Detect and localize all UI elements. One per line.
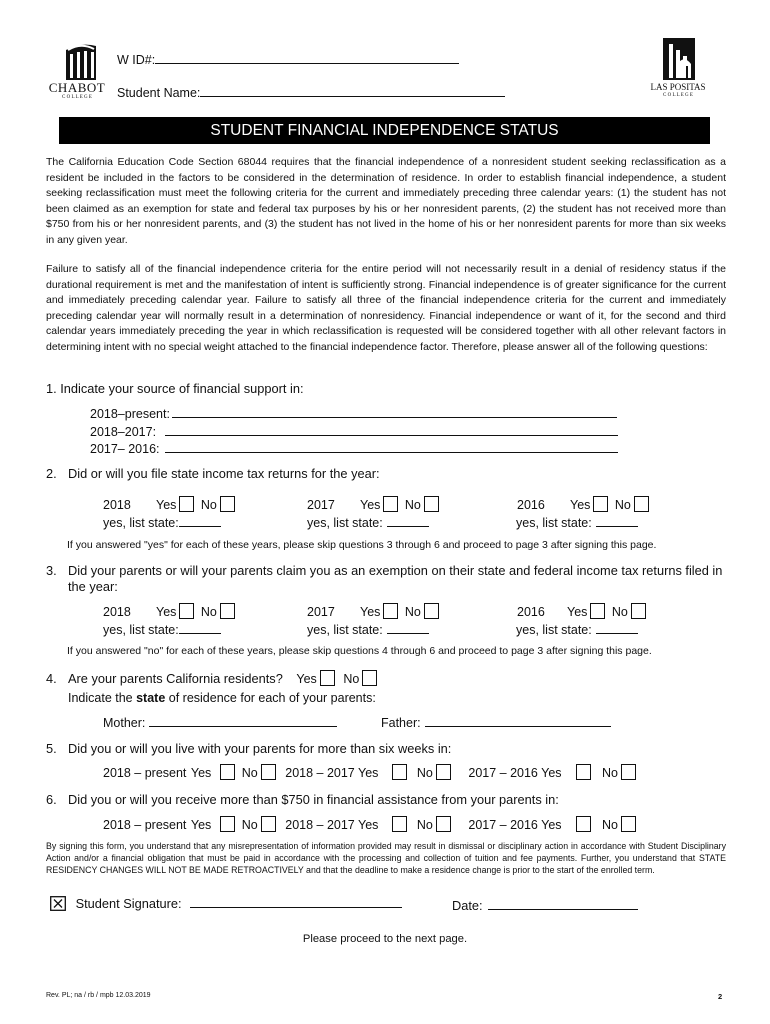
intro-paragraph-1: The California Education Code Section 68044 requires that the financial independence of a nonresident student seeking reclassification as a resident be included in the factors to be considered in the determination of residence. In order to establish financial independence, a student seeking reclassification must meet the following criteria for the current and immediately preceding three calendar years: (1) the student has not been claimed as an exemption for state and federal tax purposes by his or her nonresident parents, (2) the student has not received more than $750 from his or her nonresident parents, and (3) the student has not lived in the home of his or her nonresident parents for more than six weeks in any given year.: [46, 156, 726, 246]
no-label: No: [416, 766, 433, 780]
period-label: 2017 – 2016: [468, 766, 538, 780]
yes-checkbox[interactable]: [590, 603, 605, 619]
q1-row-input[interactable]: [165, 424, 618, 436]
yes-checkbox[interactable]: [320, 670, 335, 686]
no-checkbox[interactable]: [424, 603, 439, 619]
list-state-label: yes, list state:: [307, 623, 383, 637]
q2-number: 2.: [46, 466, 57, 481]
q3-list-state-2018: [103, 622, 221, 637]
no-label: No: [611, 605, 628, 619]
no-checkbox[interactable]: [621, 764, 636, 780]
list-state-label: yes, list state:: [516, 516, 592, 530]
yes-label: Yes: [567, 605, 588, 619]
year-label: 2018: [103, 498, 131, 512]
yes-checkbox[interactable]: [179, 496, 194, 512]
yes-label: Yes: [541, 818, 562, 832]
yes-label: Yes: [190, 818, 212, 832]
q5-label: Did you or will you live with your parents for more than six weeks in: [68, 741, 448, 756]
year-label: 2017: [307, 605, 335, 619]
period-label: 2018 – present: [103, 818, 187, 832]
wid-input[interactable]: [155, 52, 459, 64]
q3-year-2016: [517, 603, 646, 619]
no-checkbox[interactable]: [634, 496, 649, 512]
no-label: No: [200, 498, 217, 512]
q4-number: 4.: [46, 671, 57, 686]
signature-input[interactable]: [190, 896, 402, 908]
q6-answers: [103, 816, 636, 832]
mother-label: Mother:: [103, 716, 146, 730]
q2-year-2018: [103, 496, 235, 512]
no-checkbox[interactable]: [261, 816, 276, 832]
year-label: 2016: [517, 498, 545, 512]
checkbox-x-icon: [50, 896, 66, 914]
no-checkbox[interactable]: [220, 496, 235, 512]
chabot-logo-text: CHABOT: [48, 80, 106, 95]
no-label: No: [416, 818, 433, 832]
no-label: No: [404, 605, 421, 619]
yes-checkbox[interactable]: [383, 603, 398, 619]
q1-row: [90, 406, 617, 421]
q4-indicate-bold: state: [136, 691, 166, 705]
page-title: STUDENT FINANCIAL INDEPENDENCE STATUS: [59, 117, 710, 144]
q1-row: [90, 424, 618, 439]
student-name-input[interactable]: [200, 85, 505, 97]
q4-question: [46, 670, 377, 686]
yes-checkbox[interactable]: [220, 764, 235, 780]
wid-field: [117, 52, 459, 67]
father-label: Father:: [381, 716, 421, 730]
no-label: No: [343, 672, 360, 686]
q2-year-2016: [517, 496, 649, 512]
list-state-input[interactable]: [179, 515, 221, 527]
q3-year-2018: [103, 603, 235, 619]
q4-label: Are your parents California residents?: [68, 671, 283, 686]
signature-row: [50, 896, 402, 914]
student-name-field: [117, 85, 505, 100]
q1-row-label: 2018–2017:: [90, 425, 157, 439]
date-label: Date:: [452, 898, 483, 913]
q2-label: Did or will you file state income tax returns for the year:: [68, 466, 380, 481]
chabot-logo: [44, 36, 110, 101]
no-checkbox[interactable]: [631, 603, 646, 619]
q3-list-state-2016: [516, 622, 638, 637]
chabot-logo-sub: C O L L E G E: [62, 95, 92, 100]
yes-label: Yes: [541, 766, 562, 780]
list-state-input[interactable]: [387, 622, 429, 634]
yes-label: Yes: [358, 766, 379, 780]
no-checkbox[interactable]: [436, 816, 451, 832]
year-label: 2017: [307, 498, 335, 512]
q5-number: 5.: [46, 741, 57, 756]
no-checkbox[interactable]: [436, 764, 451, 780]
year-label: 2018: [103, 605, 131, 619]
yes-label: Yes: [570, 498, 591, 512]
no-checkbox[interactable]: [424, 496, 439, 512]
no-checkbox[interactable]: [621, 816, 636, 832]
disclaimer: By signing this form, you understand that any misrepresentation of information provided may result in dismissal or disciplinary action in accordance with Student Disciplinary Action and/or a financial obligation that must be paid in accordance with the processing and collection of tuition and fee payments. Further, you understand that STATE RESIDENCY CHANGES WILL NOT BE MADE RETROACTIVELY and that the deadline to make a residence change is prior to the start of the enrolled term.: [46, 841, 726, 875]
no-label: No: [614, 498, 631, 512]
las-positas-logo-text: LAS POSITAS: [650, 82, 706, 92]
q4-father-field: [381, 715, 611, 730]
q3-question: [46, 563, 726, 595]
yes-checkbox[interactable]: [593, 496, 608, 512]
yes-label: Yes: [296, 672, 317, 686]
list-state-label: yes, list state:: [103, 516, 179, 530]
yes-label: Yes: [358, 818, 379, 832]
q3-note: If you answered "no" for each of these years, please skip questions 4 through 6 and proceed to page 3 after signing this page.: [67, 645, 652, 657]
list-state-label: yes, list state:: [307, 516, 383, 530]
q1-row-label: 2017– 2016:: [90, 442, 160, 456]
no-label: No: [241, 818, 258, 832]
q2-year-2017: [307, 496, 439, 512]
q2-list-state-2018: [103, 515, 221, 530]
q5-colon: :: [447, 741, 452, 756]
mother-state-input[interactable]: [149, 715, 337, 727]
signature-label: Student Signature:: [75, 896, 182, 911]
yes-label: Yes: [360, 498, 381, 512]
q4-indicate: [68, 691, 376, 705]
yes-checkbox[interactable]: [383, 496, 398, 512]
year-label: 2016: [517, 605, 545, 619]
yes-label: Yes: [190, 766, 212, 780]
q6-colon: :: [555, 792, 559, 807]
yes-checkbox[interactable]: [392, 764, 407, 780]
q2-note: If you answered "yes" for each of these years, please skip questions 3 through 6 and proceed to page 3 after signing this page.: [67, 539, 657, 551]
yes-checkbox[interactable]: [576, 764, 591, 780]
page-number: 2: [718, 992, 723, 1001]
no-label: No: [241, 766, 258, 780]
q6-number: 6.: [46, 792, 57, 807]
no-label: No: [200, 605, 217, 619]
student-name-label: Student Name:: [117, 86, 201, 100]
date-row: [452, 898, 638, 913]
q5-question: [46, 741, 451, 756]
yes-label: Yes: [156, 605, 177, 619]
no-checkbox[interactable]: [362, 670, 377, 686]
no-label: No: [602, 766, 619, 780]
q1-row-input[interactable]: [172, 406, 617, 418]
q1-row-input[interactable]: [165, 441, 618, 453]
period-label: 2018 – 2017: [285, 818, 355, 832]
q2-list-state-2016: [516, 515, 638, 530]
q1-row-label: 2018–present:: [90, 407, 170, 421]
list-state-input[interactable]: [596, 622, 638, 634]
no-checkbox[interactable]: [220, 603, 235, 619]
intro-paragraph-2: Failure to satisfy all of the financial independence criteria for the entire period will not necessarily result in a denial of residency status if the durational requirement is met and the manifestation of intent is sufficiently strong. Financial independence is of greater significance for the current and immediately preceding calendar year. Failure to satisfy all three of the financial independence criteria for the current and immediately preceding calendar year will normally result in a determination of nonresidency. Financial independence or want of it, for the second and third calendar years immediately preceding the year in which reclassification is requested will be considered together with all other relevant factors in determining intent with no special weight attached to the financial independence factor. Therefore, please answer all of the following questions:: [46, 263, 726, 353]
q6-question: [46, 792, 559, 807]
proceed-note: Please proceed to the next page.: [302, 933, 468, 945]
q3-number: 3.: [46, 563, 57, 578]
father-state-input[interactable]: [425, 715, 611, 727]
list-state-input[interactable]: [596, 515, 638, 527]
yes-label: Yes: [156, 498, 177, 512]
list-state-input[interactable]: [179, 622, 221, 634]
yes-label: Yes: [360, 605, 381, 619]
las-positas-logo: [645, 36, 711, 99]
period-label: 2018 – present: [103, 766, 187, 780]
q3-label-line-1: Did your parents or will your parents claim you as an exemption on their state and federal income tax returns filed in: [68, 563, 723, 578]
no-label: No: [602, 818, 619, 832]
period-label: 2017 – 2016: [468, 818, 538, 832]
no-label: No: [404, 498, 421, 512]
las-positas-logo-sub: C O L L E G E: [663, 93, 693, 98]
q6-label: Did you or will you receive more than $750 in financial assistance from your parents in: [68, 792, 556, 807]
date-input[interactable]: [488, 898, 638, 910]
q2-question: [46, 466, 380, 481]
yes-checkbox[interactable]: [576, 816, 591, 832]
list-state-label: yes, list state:: [103, 623, 179, 637]
yes-checkbox[interactable]: [392, 816, 407, 832]
q1-label: 1. Indicate your source of financial support in:: [46, 381, 304, 396]
q3-label-line-2: the year:: [68, 579, 118, 594]
q4-indicate-post: of residence for each of your parents:: [165, 691, 376, 705]
q3-year-2017: [307, 603, 439, 619]
q2-list-state-2017: [307, 515, 429, 530]
list-state-label: yes, list state:: [516, 623, 592, 637]
q3-list-state-2017: [307, 622, 429, 637]
period-label: 2018 – 2017: [285, 766, 355, 780]
wid-label: W ID#:: [117, 53, 156, 67]
q4-mother-field: [103, 715, 337, 730]
footer-revision: Rev. PL; na / rb / mpb 12.03.2019: [46, 992, 151, 999]
list-state-input[interactable]: [387, 515, 429, 527]
no-checkbox[interactable]: [261, 764, 276, 780]
yes-checkbox[interactable]: [220, 816, 235, 832]
yes-checkbox[interactable]: [179, 603, 194, 619]
q5-answers: [103, 764, 636, 780]
q1-row: [90, 441, 618, 456]
q4-indicate-pre: Indicate the: [68, 691, 137, 705]
